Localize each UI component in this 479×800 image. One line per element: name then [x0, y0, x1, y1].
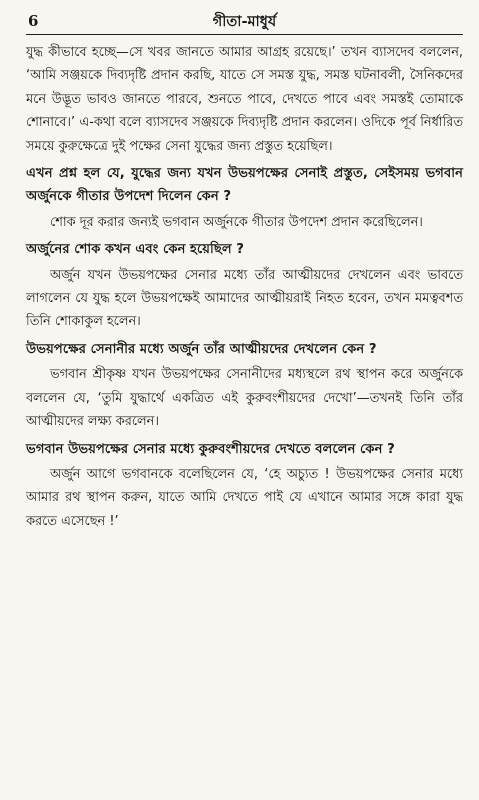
page-number: 6 [28, 12, 39, 30]
question-heading: অর্জুনের শোক কখন এবং কেন হয়েছিল ? [26, 242, 244, 258]
page-header [26, 12, 463, 35]
answer-paragraph: ভগবান শ্রীকৃষ্ণ যখন উভয়পক্ষের সেনানীদের মধ্যস্থলে রথ স্থাপন করে অর্জুনকে বললেন যে, ‘তুমি যুদ্ধার্থে একত্রিত এই কুরুবংশীয়দের দেখো’—তখনই তিনি তাঁর আত্মীয়দের লক্ষ্য করলেন। [26, 367, 463, 430]
running-title: গীতা-মাধুর্য [212, 14, 277, 30]
question-heading: ভগবান উভয়পক্ষের সেনার মধ্যে কুরুবংশীয়দের দেখতে বললেন কেন ? [26, 441, 395, 457]
answer-paragraph: অর্জুন আগে ভগবানকে বলেছিলেন যে, ‘হে অচ্যুত ! উভয়পক্ষের সেনার মধ্যে আমার রথ স্থাপন করুন, যাতে আমি দেখতে পাই যে এখানে আমার সঙ্গে কারা যুদ্ধ করতে এসেছেন !’ [26, 466, 463, 529]
paragraph-continued: যুদ্ধ কীভাবে হচ্ছে—সে খবর জানতে আমার আগ্রহ রয়েছে।’ তখন ব্যাসদেব বললেন, ‘আমি সঞ্জয়কে দিব্যদৃষ্টি প্রদান করছি, যাতে সে সমস্ত যুদ্ধ, সমস্ত ঘটনাবলী, সৈনিকদের মনে উদ্ভূত ভাবও জানতে পারবে, শুনতে পাবে, দেখতে পাবে এবং সমস্তই তোমাকে শোনাবে।’ এ-কথা বলে ব্যাসদেব সঞ্জয়কে দিব্যদৃষ্টি প্রদান করলেন। ওদিকে পূর্ব নির্ধারিত সময়ে কুরুক্ষেত্রে দুই পক্ষের সেনা যুদ্ধের জন্য প্রস্তুত হয়েছিল। [26, 45, 463, 154]
answer-paragraph: অর্জুন যখন উভয়পক্ষের সেনার মধ্যে তাঁর আত্মীয়দের দেখলেন এবং ভাবতে লাগলেন যে যুদ্ধ হলে উভয়পক্ষেই আমাদের আত্মীয়রাই নিহত হবেন, তখন মমত্ববশত তিনি শোকাকুল হলেন। [26, 267, 463, 330]
question-heading: এখন প্রশ্ন হল যে, যুদ্ধের জন্য যখন উভয়পক্ষের সেনাই প্রস্তুত, সেইসময় ভগবান অর্জুনকে গীতার উপদেশ দিলেন কেন ? [26, 166, 463, 205]
question-heading: উভয়পক্ষের সেনানীর মধ্যে অর্জুন তাঁর আত্মীয়দের দেখলেন কেন ? [26, 341, 377, 357]
answer-paragraph: শোক দূর করার জন্যই ভগবান অর্জুনকে গীতার উপদেশ প্রদান করেছিলেন। [50, 214, 423, 230]
